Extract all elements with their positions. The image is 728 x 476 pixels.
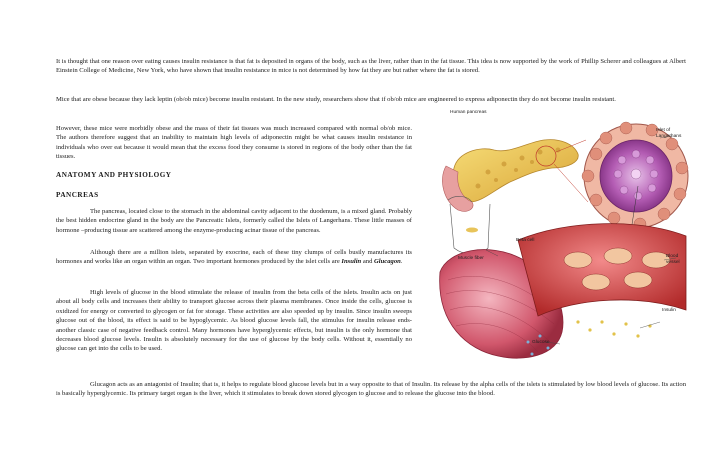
pancreas-paragraph-2: [56, 248, 412, 267]
insulin-molecules: [576, 320, 651, 337]
label-human-pancreas: Human pancreas: [450, 110, 487, 115]
heading-anatomy: ANATOMY AND PHYSIOLOGY: [56, 171, 172, 179]
pancreas-paragraph-2-text: Although there are a million islets, separated by exocrine, each of these tiny clumps of cells busily manufactures its hormones and works like an organ within an organ. Two important hormones produced by the islet cells are: [56, 249, 412, 266]
label-blood-vessel: [666, 254, 680, 265]
label-islet-line1: Islet of: [656, 128, 671, 133]
label-insulin: Insulin: [662, 308, 676, 313]
glucagon-term: Glucagon: [374, 258, 401, 266]
label-beta-cell: Beta cell: [516, 238, 535, 243]
pancreas-paragraph-4: Glucagon acts as an antagonist of Insulin; that is, it helps to regulate blood glucose levels but in a way opposite to that of Insulin. Its release by the alpha cells of the islets is stimulated by low blood levels of glucose. Its action is basically hyperglycemic. Its primary target organ is the liver, which it stimulates to break down stored glycogen to glucose and to release the glucose into the blood.: [56, 381, 686, 398]
label-islet-line2: Langerhans: [656, 133, 682, 139]
intro-paragraph-3: However, these mice were morbidly obese and the mass of their fat tissues was much increased compared with normal ob/ob mice. The authors therefore suggest that an inability to maintain high levels of adiponectin might be what causes insulin resistance in individuals who over eat because it would mean that the excess food they consume is stored in regions of the body other than the fat tissues.: [56, 125, 412, 161]
pancreas-illustration-graphic: [428, 110, 690, 362]
label-islet-of-langerhans: [656, 128, 681, 139]
pancreas-illustration: [428, 110, 690, 362]
intro-paragraph-1: It is thought that one reason over eating causes insulin resistance is that fat is deposited in organs of the body, such as the liver, rather than in the fat tissue. This idea is now supported by the work of Phillip Scherer and colleagues at Albert Einstein College of Medicine, New York, who have shown that insulin resistance in mice is not determined by how fat they are but rather where the fat is stored.: [56, 58, 686, 75]
heading-pancreas: PANCREAS: [56, 191, 99, 199]
insulin-term: Insulin: [341, 258, 362, 266]
and-text: and: [361, 258, 375, 266]
label-muscle-fiber: Muscle fiber: [458, 256, 484, 261]
label-glucose: Glucose: [532, 340, 550, 345]
pancreas-paragraph-1: The pancreas, located close to the stomach in the abdominal cavity adjacent to the duodenum, is a mixed gland. Probably the best hidden endocrine gland in the body are the Pancreatic Islets, formerly called the Islets of Langerhans. These little masses of hormone –producing tissue are scattered among the enzyme-producing acinar tissue of the pancreas.: [56, 208, 412, 234]
blood-vessel: [518, 224, 686, 316]
period-text: .: [400, 258, 403, 266]
label-blood-line2: vessel: [666, 259, 680, 265]
intro-paragraph-2: Mice that are obese because they lack leptin (ob/ob mice) become insulin resistant. In the new study, researchers show that if ob/ob mice are engineered to express adiponectin they do not become insulin resistant.: [56, 96, 616, 103]
label-blood-line1: Blood: [666, 254, 679, 259]
pancreas-paragraph-3: High levels of glucose in the blood stimulate the release of insulin from the beta cells of the islets. Insulin acts on just about all body cells and increases their ability to transport glucose across their plasma membranes. Once inside the cells, glucose is oxidized for energy or converted to glycogen or fat for storage. These activities are also speeded up by insulin. Since insulin sweeps glucose out of the blood, its effect is said to be hypoglycemic. As blood glucose levels fall, the stimulus for insulin release ends-another classic case of negative feedback control. Many hormones have hyperglycemic effects, but insulin is the only hormone that decreases blood glucose levels. Insulin is absolutely necessary for the use of glucose by the body cells. Without it, essentially no glucose can get into the cells to be used.: [56, 289, 412, 353]
torso-pancreas-mark: [466, 228, 478, 233]
